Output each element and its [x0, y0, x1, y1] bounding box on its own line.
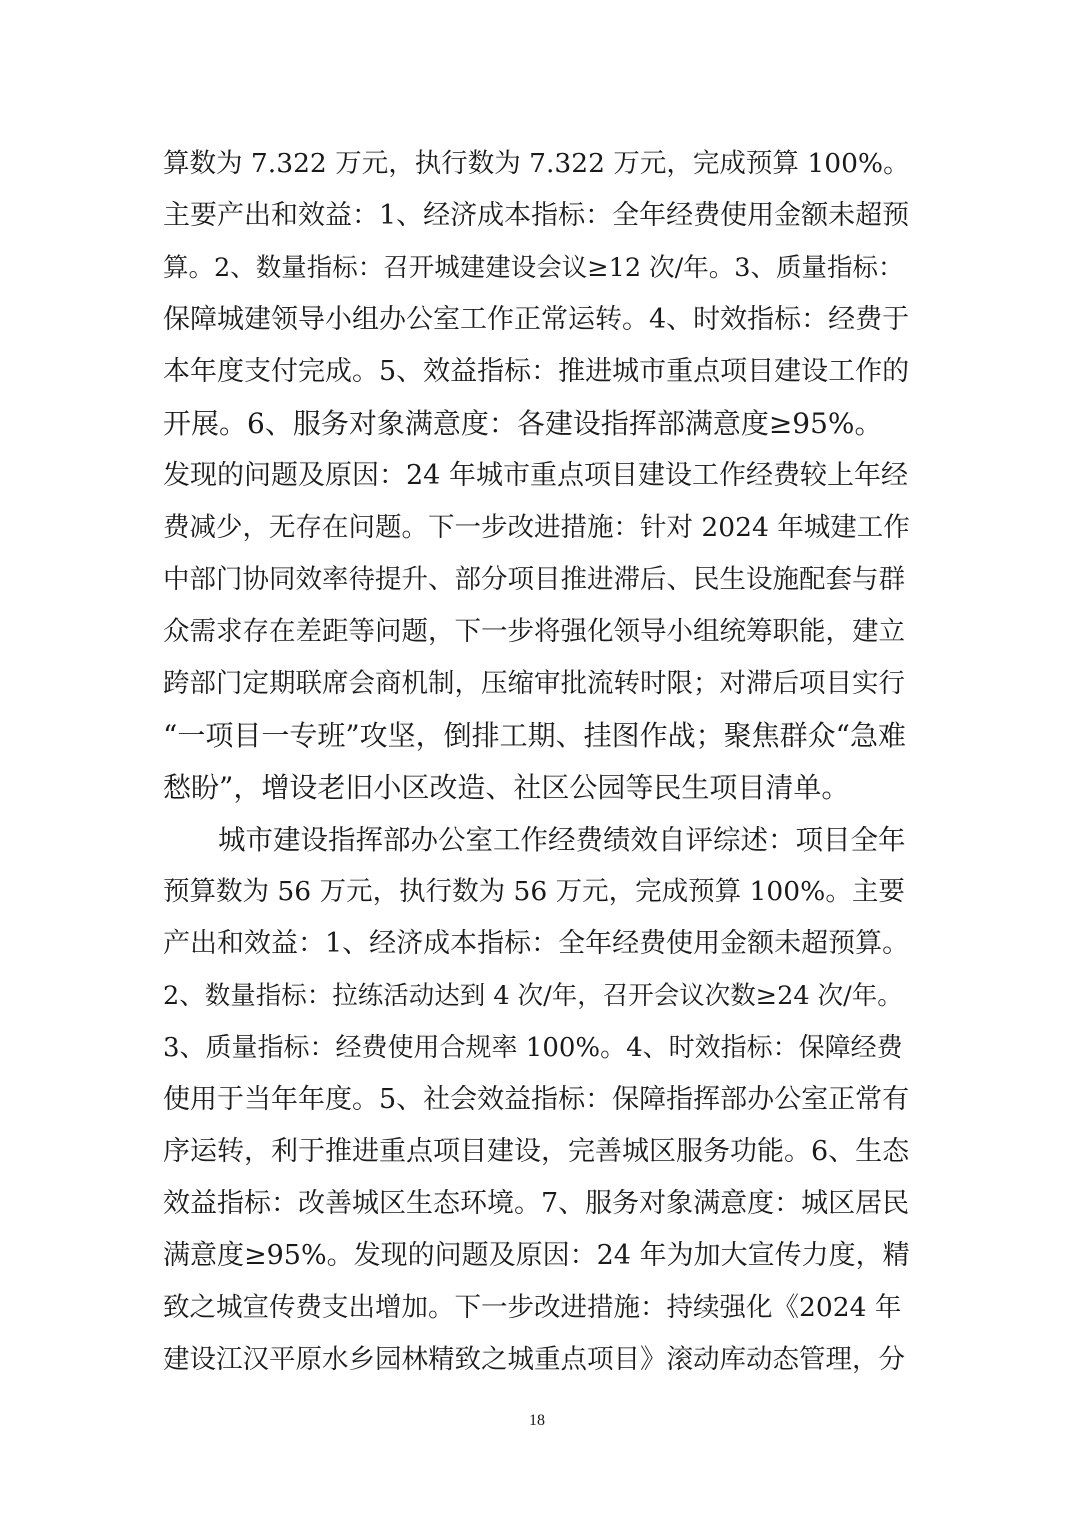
- text-line: 开展。6、服务对象满意度：各建设指挥部满意度≥95%。: [163, 407, 883, 440]
- text-line: 产出和效益：1、经济成本指标：全年经费使用金额未超预算。: [163, 928, 910, 959]
- text-line: 众需求存在差距等问题，下一步将强化领导小组统筹职能，建立: [163, 616, 905, 647]
- text-line: 费减少，无存在问题。下一步改进措施：针对 2024 年城建工作: [163, 512, 910, 543]
- text-line: 发现的问题及原因：24 年城市重点项目建设工作经费较上年经: [163, 460, 908, 491]
- page-number: 18: [529, 1412, 545, 1429]
- text-line: 主要产出和效益：1、经济成本指标：全年经费使用金额未超预: [163, 200, 910, 231]
- text-line: 跨部门定期联席会商机制，压缩审批流转时限；对滞后项目实行: [163, 668, 905, 699]
- text-line: 效益指标：改善城区生态环境。7、服务对象满意度：城区居民: [163, 1188, 910, 1219]
- text-line: “一项目一专班”攻坚，倒排工期、挂图作战；聚焦群众“急难: [163, 719, 906, 752]
- text-line: 致之城宣传费支出增加。下一步改进措施：持续强化《2024 年: [163, 1292, 902, 1323]
- text-line: 保障城建领导小组办公室工作正常运转。4、时效指标：经费于: [163, 304, 910, 335]
- text-line: 使用于当年年度。5、社会效益指标：保障指挥部办公室正常有: [163, 1084, 910, 1115]
- text-line: 算数为 7.322 万元，执行数为 7.322 万元，完成预算 100%。: [163, 148, 910, 179]
- body-text: [163, 138, 913, 1386]
- text-line: 算。2、数量指标：召开城建建设会议≥12 次/年。3、质量指标：: [163, 253, 904, 283]
- text-line: 满意度≥95%。发现的问题及原因：24 年为加大宣传力度，精: [163, 1240, 910, 1271]
- text-line: 本年度支付完成。5、效益指标：推进城市重点项目建设工作的: [163, 356, 910, 387]
- text-line: 2、数量指标：拉练活动达到 4 次/年，召开会议次数≥24 次/年。: [163, 981, 903, 1011]
- text-line: 中部门协同效率待提升、部分项目推进滞后、民生设施配套与群: [163, 564, 905, 595]
- text-line: 建设江汉平原水乡园林精致之城重点项目》滚动库动态管理，分: [163, 1344, 905, 1375]
- text-line: 3、质量指标：经费使用合规率 100%。4、时效指标：保障经费: [163, 1033, 903, 1063]
- text-line: 序运转，利于推进重点项目建设，完善城区服务功能。6、生态: [163, 1136, 910, 1167]
- text-line: 城市建设指挥部办公室工作经费绩效自评综述：项目全年: [163, 824, 906, 856]
- text-line: 愁盼”，增设老旧小区改造、社区公园等民生项目清单。: [163, 771, 850, 804]
- text-line: 预算数为 56 万元，执行数为 56 万元，完成预算 100%。主要: [163, 876, 905, 907]
